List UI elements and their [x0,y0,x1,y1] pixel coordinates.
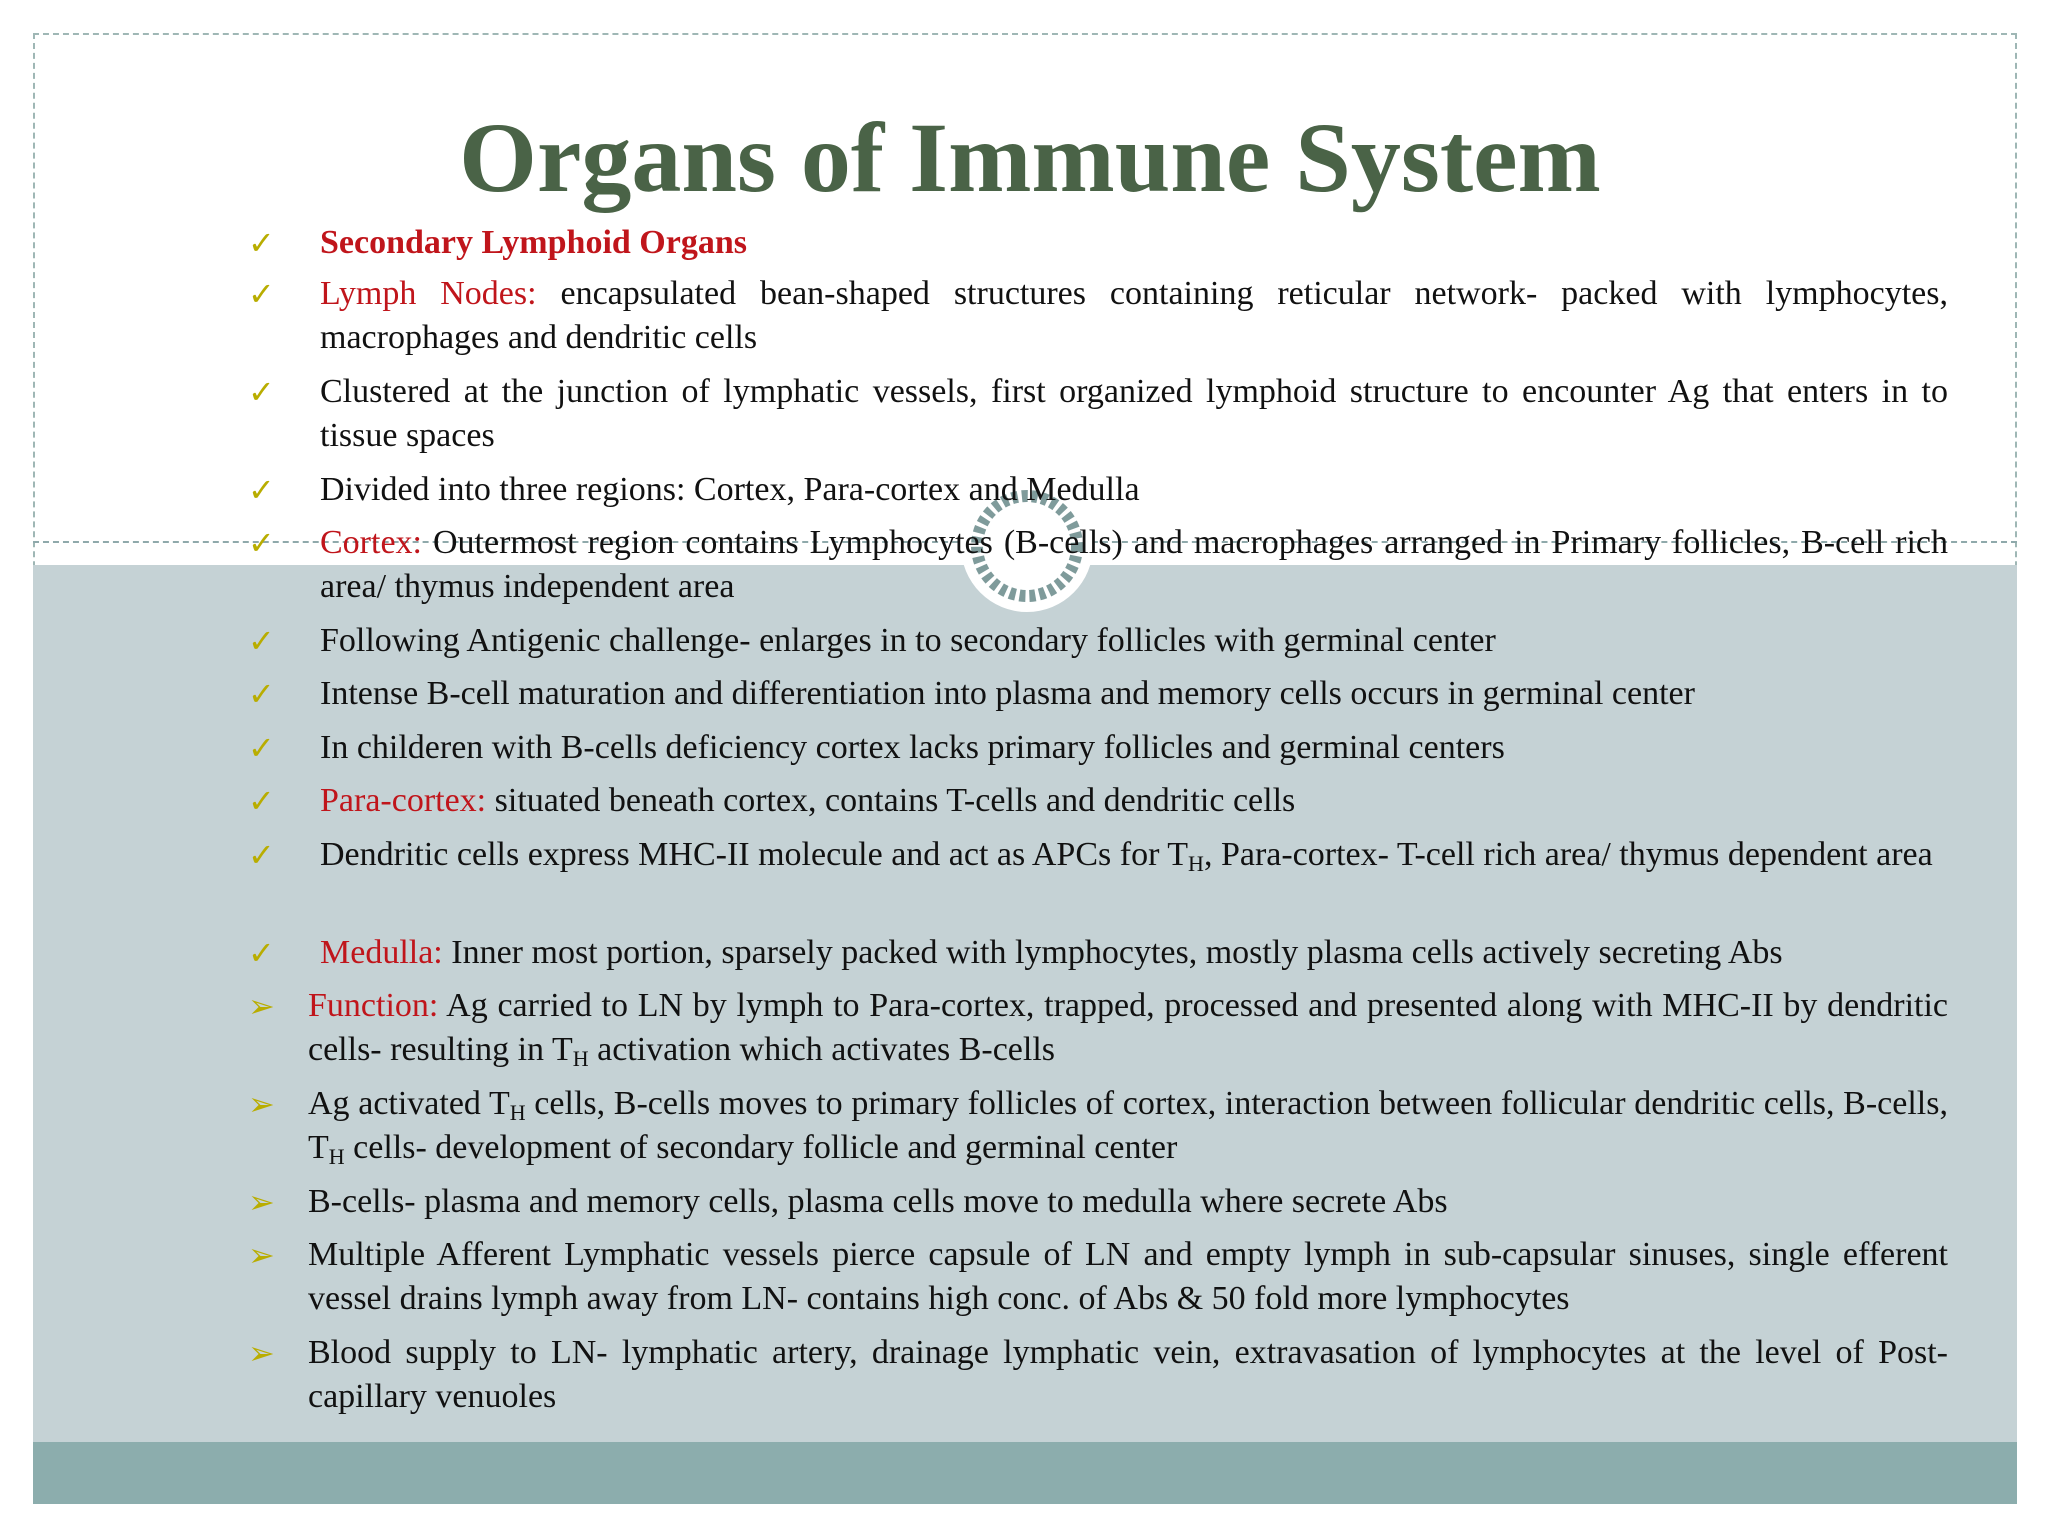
bullet-text: Clustered at the junction of lymphatic vessels, first organized lymphoid structure to encounter Ag that enters in to tissue spaces [320,373,1948,454]
check-mark-icon: ✓ [248,472,275,508]
check-mark-icon: ✓ [248,783,275,819]
bullet-heading: Secondary Lymphoid Organs [320,224,747,261]
bullet-text: In childeren with B-cells deficiency cortex lacks primary follicles and germinal centers [320,729,1505,766]
bullet-heading: Function: [308,987,439,1024]
bullet-text: Blood supply to LN- lymphatic artery, drainage lymphatic vein, extravasation of lymphocytes at the level of Post-capillary venuoles [308,1334,1948,1415]
check-mark-icon: ✓ [248,525,275,561]
bullet-text: Inner most portion, sparsely packed with lymphocytes, mostly plasma cells actively secreting Abs [442,934,1783,971]
subscript: H [509,1100,526,1125]
bullet-heading: Lymph Nodes: [320,275,537,312]
bullet-text: Ag carried to LN by lymph to Para-cortex, trapped, processed and presented along with MHC-II by dendritic cells- resulting in T [308,987,1948,1068]
check-mark-icon: ✓ [248,935,275,971]
arrow-bullet-icon: ➢ [248,1184,275,1220]
bullet-text: Dendritic cells express MHC-II molecule and act as APCs for T [320,836,1189,873]
bullet-text: B-cells- plasma and memory cells, plasma cells move to medulla where secrete Abs [308,1183,1448,1220]
check-mark-icon: ✓ [248,730,275,766]
arrow-bullet-icon: ➢ [248,988,275,1024]
check-mark-icon: ✓ [248,276,275,312]
bullet-heading: Medulla: [320,934,443,971]
bullet-text: encapsulated bean-shaped structures containing reticular network- packed with lymphocytes, macrophages and dendritic cells [320,275,1948,356]
bullet-text: Ag activated T [308,1085,510,1122]
check-mark-icon: ✓ [248,837,275,873]
subscript: H [1188,851,1204,876]
bullet-text: cells, B-cells moves to primary follicles of cortex, interaction between follicular dendritic cells, B-cells, T [308,1085,1948,1166]
bullet-text: Following Antigenic challenge- enlarges in to secondary follicles with germinal center [320,622,1496,659]
subscript: H [572,1046,589,1071]
page-title: Organs of Immune System [459,102,1601,213]
arrow-bullet-icon: ➢ [248,1086,275,1122]
bullet-heading: Para-cortex: [320,782,487,819]
bullet-text: Multiple Afferent Lymphatic vessels pierce capsule of LN and empty lymph in sub-capsular sinuses, single efferent vessel drains lymph away from LN- contains high conc. of Abs & 50 fold more lymphocytes [308,1236,1948,1317]
check-mark-icon: ✓ [248,225,275,261]
bullet-text: Divided into three regions: Cortex, Para-cortex and Medulla [320,471,1140,508]
check-mark-icon: ✓ [248,374,275,410]
bullet-heading: Cortex: [320,524,422,561]
bullet-text: Outermost region contains Lymphocytes (B-cells) and macrophages arranged in Primary follicles, B-cell rich area/ thymus independent area [320,524,1948,605]
check-mark-icon: ✓ [248,676,275,712]
arrow-bullet-icon: ➢ [248,1237,275,1273]
subscript: H [328,1144,345,1169]
bullet-text: , Para-cortex- T-cell rich area/ thymus dependent area [1203,836,1933,873]
check-mark-icon: ✓ [248,623,275,659]
bullet-text: Intense B-cell maturation and differentiation into plasma and memory cells occurs in germinal center [320,675,1695,712]
bullet-text: situated beneath cortex, contains T-cells and dendritic cells [486,782,1296,819]
arrow-bullet-icon: ➢ [248,1335,275,1371]
bullet-text: activation which activates B-cells [588,1031,1055,1068]
bullet-text: cells- development of secondary follicle and germinal center [344,1129,1178,1166]
